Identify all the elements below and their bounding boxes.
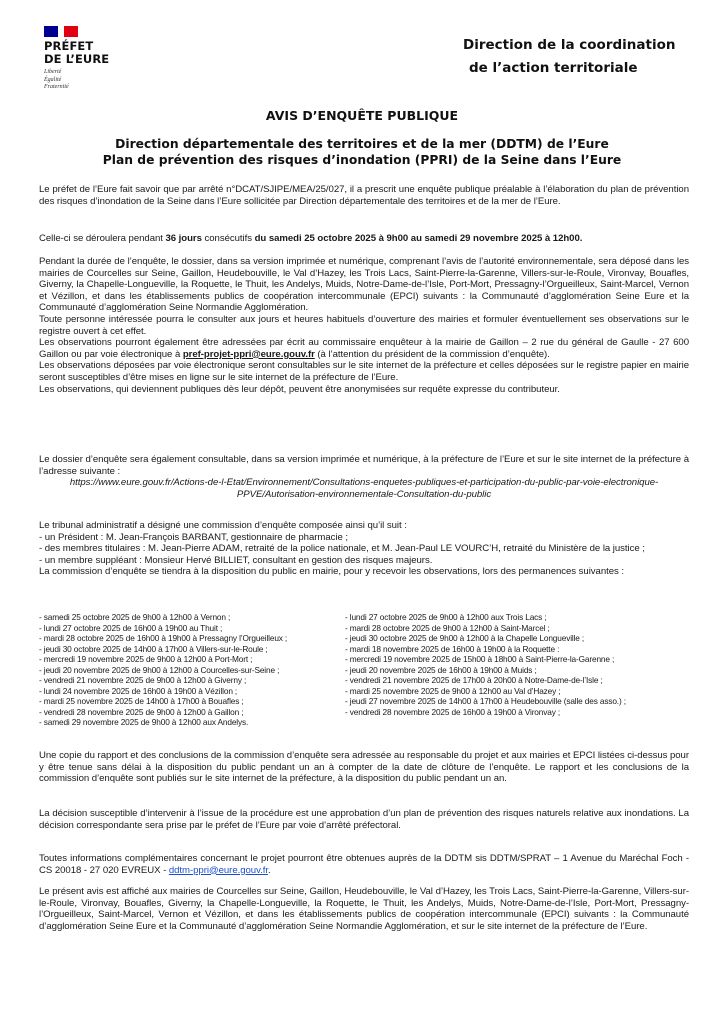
permanence-item: - lundi 27 octobre 2025 de 9h00 à 12h00 aux Trois Lacs ; <box>345 612 547 622</box>
logo-title-line1: PRÉFET <box>44 39 94 53</box>
commission-members: - des membres titulaires : M. Jean-Pierre ADAM, retraité de la police nationale, et M. Jean-Paul LE VOURC’H, retraité du Ministère de la justice ; <box>39 543 645 555</box>
duration-paragraph: Celle-ci se déroulera pendant 36 jours consécutifs du samedi 25 octobre 2025 à 9h00 au samedi 29 novembre 2025 à 12h00. <box>39 233 583 244</box>
permanence-item: - jeudi 20 novembre 2025 de 16h00 à 19h00 à Muids ; <box>345 664 537 675</box>
prefecture-paragraph: Le dossier d’enquête sera également consultable, dans sa version imprimée et numérique, à la préfecture de l’Eure et sur le site internet de la préfecture à l’adresse suivante : <box>39 454 689 477</box>
permanence-item: - samedi 29 novembre 2025 de 9h00 à 12h00 aux Andelys. <box>39 717 249 727</box>
permanence-item: - mardi 28 octobre 2025 de 9h00 à 12h00 à Saint-Marcel ; <box>345 622 550 633</box>
info-paragraph: Toutes informations complémentaires concernant le projet pourront être obtenues auprès de la DDTM sis DDTM/SPRAT – 1 Avenue du Maréchal Foch - CS 20018 - 27 020 EVREUX - ddtm-ppri@eure.gouv.fr. <box>39 853 689 876</box>
permanence-item: - mardi 25 novembre 2025 de 9h00 à 12h00 au Val d’Hazey ; <box>345 685 561 696</box>
consultation-url[interactable]: https://www.eure.gouv.fr/Actions-de-l-Etat/Environnement/Consultations-enquetes-publiques-et-participation-du-public-par-voie-electronique-PPVE/Autorisation-environnementale-Consultation-du-public <box>69 477 659 500</box>
commission-intro: Le tribunal administratif a désigné une commission d’enquête composée ainsi qu’il suit : <box>39 520 407 531</box>
permanence-item: - mercredi 19 novembre 2025 de 15h00 à 18h00 à Saint-Pierre-la-Garenne ; <box>345 654 615 664</box>
commission-president: - un Président : M. Jean-François BARBANT, gestionnaire de pharmacie ; <box>39 531 348 543</box>
french-flag-icon <box>44 26 78 37</box>
permanence-item: - lundi 24 novembre 2025 de 16h00 à 19h00 à Vézillon ; <box>39 685 238 696</box>
republic-motto: Liberté Égalité Fraternité <box>44 69 69 90</box>
page-title: AVIS D’ENQUÊTE PUBLIQUE <box>265 108 459 123</box>
posting-paragraph: Le présent avis est affiché aux mairies de Courcelles sur Seine, Gaillon, Heudebouville, le Val d’Hazey, les Trois Lacs, Saint-Pierre-la-Garenne, Villers-sur-le-Roule, Vironvay, Bouafles, Giverny, la Chapelle-Longueville, la Roquette, le Thuit, les Andelys, Muids, Notre-Dame-de-l’Isle, Port-Mort, Pressagny-l’Orgueilleux, Saint-Marcel, Vernon et Vézillon, et dans les établissements publics de coopération intercommunale (EPCI) suivants : la Communauté d’agglomération Seine Eure et la Communauté d’agglomération Seine Normandie Agglomération, et sur le site internet de la préfecture de l’Eure. <box>39 886 689 932</box>
permanence-item: - jeudi 20 novembre 2025 de 9h00 à 12h00 à Courcelles-sur-Seine ; <box>39 664 280 675</box>
permanences-list <box>39 612 699 728</box>
logo-title-line2: DE L’EURE <box>44 52 110 66</box>
decision-paragraph: La décision susceptible d’intervenir à l’issue de la procédure est une approbation d’un plan de prévention des risques naturels relative aux inondations. La décision correspondante sera prise par le préfet de l’Eure par voie d’arrêté préfectoral. <box>39 808 689 831</box>
dossier-paragraph: Pendant la durée de l’enquête, le dossier, dans sa version imprimée et numérique, comprenant l’avis de l’autorité environnementale, sera déposé dans les mairies de Courcelles sur Seine, Gaillon, Heudebouville, le Val d’Hazey, les Trois Lacs, Saint-Pierre-la-Garenne, Villers-sur-le-Roule, Vironvay, Bouafles, Giverny, la Chapelle-Longueville, la Roquette, le Thuit, les Andelys, Muids, Notre-Dame-de-l’Isle, Port-Mort, Pressagny-l’Orgueilleux, Saint-Marcel, Vernon et Vézillon, et dans les établissements publics de coopération intercommunale (EPCI) suivants : la Communauté d’agglomération Seine Eure et la Communauté d’agglomération Seine Normandie Agglomération. <box>39 256 689 314</box>
permanences-intro: La commission d’enquête se tiendra à la disposition du public en mairie, pour y recevoir les observations, lors des permanences suivantes : <box>39 566 624 578</box>
permanences-left-column <box>39 612 345 728</box>
permanence-item: - vendredi 28 novembre 2025 de 9h00 à 12h00 à Gaillon ; <box>39 706 244 717</box>
permanences-right-column <box>345 612 651 728</box>
report-paragraph: Une copie du rapport et des conclusions de la commission d’enquête sera adressée au responsable du projet et aux mairies et EPCI listées ci-dessus pour y être tenue sans délai à la disposition du public pendant un an à compter de la date de clôture de l’enquête. Le rapport et les conclusions de la commission d’enquête sont publiés sur le site internet de la préfecture, à la disposition du public pendant un an. <box>39 750 689 785</box>
permanence-item: - samedi 25 octobre 2025 de 9h00 à 12h00 à Vernon ; <box>39 612 231 622</box>
observations-email-link[interactable]: pref-projet-ppri@eure.gouv.fr <box>182 348 315 360</box>
subtitle: Direction départementale des territoires et de la mer (DDTM) de l’Eure Plan de prévention des risques d’inondation (PPRI) de la Seine dans l’Eure <box>102 137 622 167</box>
permanence-item: - vendredi 21 novembre 2025 de 9h00 à 12h00 à Giverny ; <box>39 675 247 685</box>
permanence-item: - vendredi 21 novembre 2025 de 17h00 à 20h00 à Notre-Dame-de-l’Isle ; <box>345 675 603 685</box>
permanence-item: - mercredi 19 novembre 2025 de 9h00 à 12h00 à Port-Mort ; <box>39 654 253 664</box>
permanence-item: - mardi 18 novembre 2025 de 16h00 à 19h00 à la Roquette : <box>345 643 560 654</box>
permanence-item: - jeudi 30 octobre 2025 de 9h00 à 12h00 à la Chapelle Longueville ; <box>345 633 585 643</box>
permanence-item: - jeudi 30 octobre 2025 de 14h00 à 17h00 à Villers-sur-le-Roule ; <box>39 643 268 654</box>
commission-section <box>39 520 689 578</box>
permanence-item: - lundi 27 octobre 2025 de 16h00 à 19h00 au Thuit ; <box>39 622 223 633</box>
permanence-item: - mardi 28 octobre 2025 de 16h00 à 19h00 à Pressagny l’Orgueilleux ; <box>39 633 288 643</box>
electronic-paragraph: Les observations déposées par voie électronique seront consultables sur le site internet de la préfecture et celles déposées sur le registre papier en mairie seront susceptibles d’être mises en ligne sur le site internet de la préfecture de l’Eure. <box>39 360 689 383</box>
permanence-item: - vendredi 28 novembre 2025 de 16h00 à 19h00 à Vironvay ; <box>345 706 561 717</box>
dossier-section <box>39 256 689 395</box>
direction-heading: Direction de la coordination de l’action territoriale <box>463 37 676 76</box>
prefecture-logo <box>44 26 134 92</box>
permanence-item: - mardi 25 novembre 2025 de 14h00 à 17h00 à Bouafles ; <box>39 696 244 706</box>
intro-paragraph: Le préfet de l’Eure fait savoir que par arrêté n°DCAT/SJIPE/MEA/25/027, il a prescrit une enquête publique préalable à l’élaboration du plan de prévention des risques d’inondation de la Seine dans l’Eure sollicitée par Direction départementale des territoires et de la mer de l’Eure. <box>39 184 689 207</box>
observations-paragraph: Les observations pourront également être adressées par écrit au commissaire enquêteur à la mairie de Gaillon – 2 rue du général de Gaulle - 27 600 Gaillon ou par voie électronique à pref-projet-ppri@eure.gouv.fr (à l’attention du président de la commission d’enquête). <box>39 337 689 360</box>
commission-substitute: - un membre suppléant : Monsieur Hervé BILLIET, consultant en gestion des risques majeurs. <box>39 554 433 566</box>
anonymous-paragraph: Les observations, qui deviennent publiques dès leur dépôt, peuvent être anonymisées sur requête expresse du contributeur. <box>39 383 560 395</box>
prefecture-section <box>39 454 689 500</box>
permanence-item: - jeudi 27 novembre 2025 de 14h00 à 17h00 à Heudebouville (salle des asso.) ; <box>345 696 626 706</box>
consult-paragraph: Toute personne intéressée pourra le consulter aux jours et heures habituels d’ouverture des mairies et formuler éventuellement ses observations sur le registre ouvert à cet effet. <box>39 313 689 337</box>
ddtm-email-link[interactable]: ddtm-ppri@eure.gouv.fr <box>168 864 268 876</box>
